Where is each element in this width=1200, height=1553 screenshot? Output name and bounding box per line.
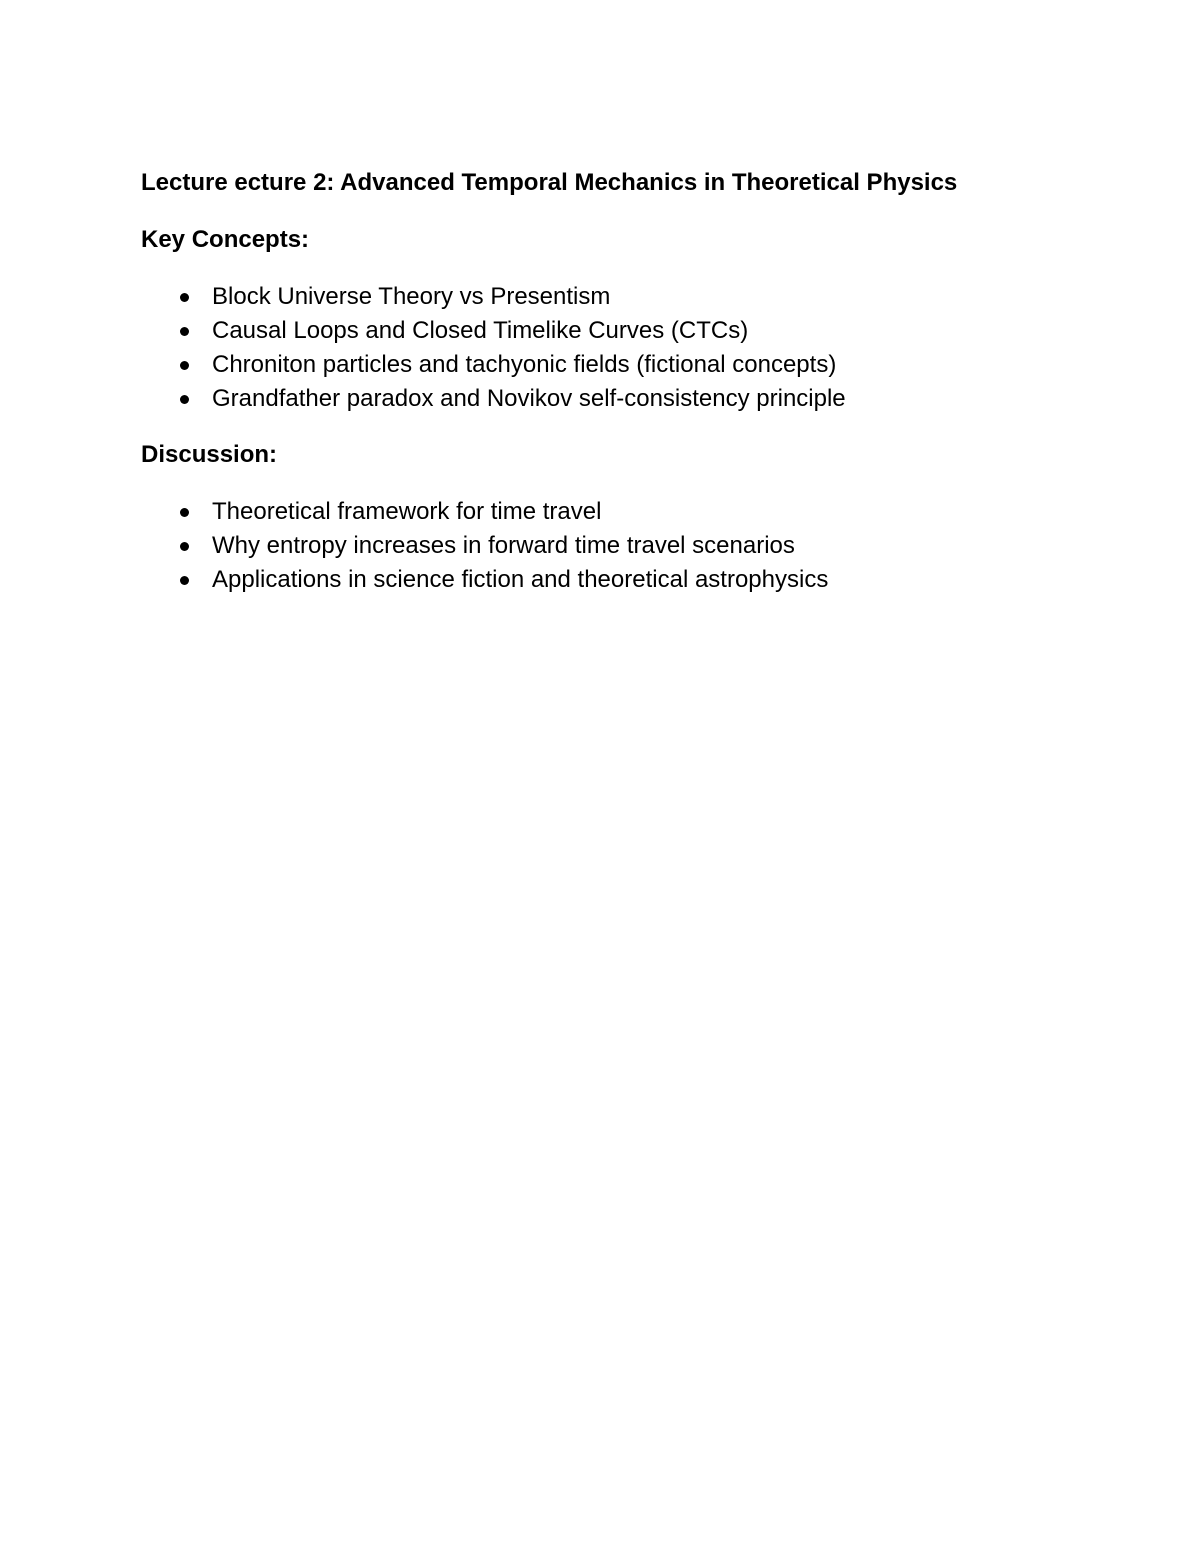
bullet-dot-icon <box>180 576 189 585</box>
section-heading-key-concepts: Key Concepts: <box>141 226 310 253</box>
list-item-text: Grandfather paradox and Novikov self-consistency principle <box>212 385 846 412</box>
list-item-text: Block Universe Theory vs Presentism <box>212 283 611 310</box>
list-item-text: Causal Loops and Closed Timelike Curves (CTCs) <box>212 317 749 344</box>
section-heading-discussion: Discussion: <box>141 441 278 468</box>
list-item <box>141 348 1101 382</box>
list-item-text: Why entropy increases in forward time travel scenarios <box>212 532 795 559</box>
key-concepts-list <box>141 280 1101 416</box>
list-item <box>141 314 1101 348</box>
bullet-dot-icon <box>180 327 189 336</box>
bullet-dot-icon <box>180 293 189 302</box>
list-item-text: Chroniton particles and tachyonic fields (fictional concepts) <box>212 351 837 378</box>
list-item <box>141 529 1101 563</box>
document-title: Lecture ecture 2: Advanced Temporal Mechanics in Theoretical Physics <box>141 169 958 196</box>
list-item <box>141 563 1101 597</box>
list-item-text: Theoretical framework for time travel <box>212 498 602 525</box>
list-item <box>141 495 1101 529</box>
discussion-list <box>141 495 1101 597</box>
bullet-dot-icon <box>180 542 189 551</box>
bullet-dot-icon <box>180 395 189 404</box>
bullet-dot-icon <box>180 508 189 517</box>
document-content <box>141 166 1101 597</box>
list-item <box>141 280 1101 314</box>
list-item-text: Applications in science fiction and theoretical astrophysics <box>212 566 829 593</box>
bullet-dot-icon <box>180 361 189 370</box>
list-item <box>141 382 1101 416</box>
